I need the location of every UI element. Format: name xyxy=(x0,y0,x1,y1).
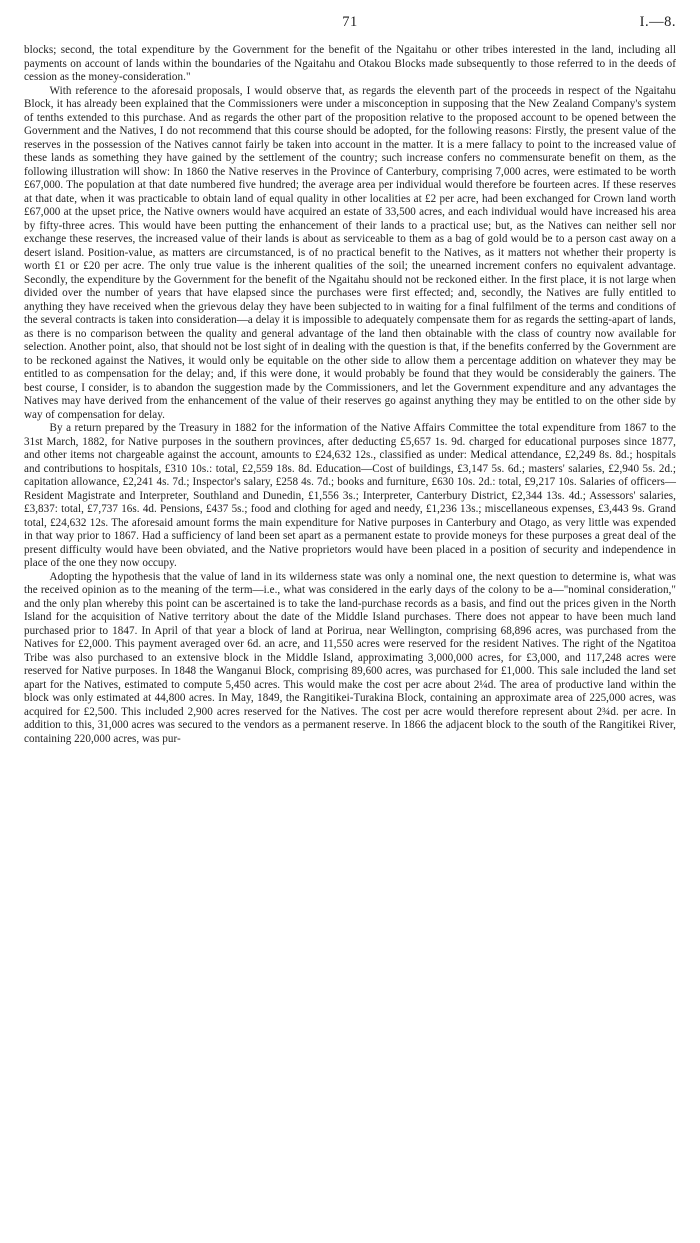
document-reference: I.—8. xyxy=(639,14,676,30)
body-text xyxy=(24,44,676,746)
page-header xyxy=(24,14,676,44)
page-number: 71 xyxy=(342,14,358,30)
paragraph-treasury-return: By a return prepared by the Treasury in 1882 for the information of the Native Affairs Committee the total expenditure from 1867 to the 31st March, 1882, for Native purposes in the southern provinces, after deducting £5,657 1s. 9d. charged for educational purposes since 1877, and other items not chargeable against the account, amounts to £24,632 12s., classified as under: Medical attendance, £2,249 8s. 8d.; hospitals and contributions to hospitals, £310 10s.: total, £2,559 18s. 8d. Education—Cost of buildings, £3,147 5s. 6d.; masters' salaries, £2,940 5s. 2d.; capitation allowance, £2,241 4s. 7d.; Inspector's salary, £258 4s. 7d.; books and furniture, £630 10s. 2d.: total, £9,217 10s. Salaries of officers—Resident Magistrate and Interpreter, Southland and Dunedin, £1,556 3s.; Interpreter, Canterbury District, £2,344 13s. 4d.; Assessors' salaries, £3,837: total, £7,737 16s. 4d. Pensions, £437 5s.; food and clothing for aged and needy, £1,236 13s.; miscellaneous expenses, £3,443 9s. Grand total, £24,632 12s. The aforesaid amount forms the main expenditure for Native purposes in Canterbury and Otago, as very little was expended in that way prior to 1867. Had a sufficiency of land been set apart as a permanent estate to provide moneys for these purposes a great deal of the present difficulty would have been obviated, and the Native proprietors would have been placed in a position of security and independence in place of the one they now occupy. xyxy=(24,422,676,569)
document-page xyxy=(24,14,676,1234)
paragraph-proposals: With reference to the aforesaid proposals, I would observe that, as regards the eleventh part of the proceeds in respect of the Ngaitahu Block, it has already been explained that the Commissioners were under a misconception in supposing that the New Zealand Company's system of tenths extended to this purchase. And as regards the other part of the proposition relative to the proposed account to be opened between the Government and the Natives, I do not recommend that this course should be adopted, for the following reasons: Firstly, the present value of the reserves in the possession of the Natives cannot fairly be taken into account in the matter. It is a mere fallacy to point to the increased value of these lands as something they have gained by the settlement of the country; such increase confers no commensurate benefit on them, as the following illustration will show: In 1860 the Native reserves in the Province of Canterbury, comprising 7,000 acres, were estimated to be worth £67,000. The population at that date numbered five hundred; the average area per individual would therefore be fourteen acres. If these reserves at that date, when it was practicable to obtain land of equal quality in other localities at £2 per acre, had been exchanged for Crown land worth £67,000 at the upset price, the Native owners would have acquired an estate of 33,500 acres, and each individual would have increased his area by fifty-three acres. This would have been putting the enhancement of their lands to a practical use; but, as the Natives can neither sell nor exchange these reserves, the increased value of their lands is about as serviceable to them as a bag of gold would be to a person cast away on a desert island. Position-value, as matters are circumstanced, is of no practical benefit to the Natives, as it matters not whether their property is worth £1 or £20 per acre. The only true value is the inherent qualities of the soil; the unearned increment confers no equivalent advantage. Secondly, the expenditure by the Government for the benefit of the Ngaitahu should not be reckoned either. In the first place, it is not large when divided over the number of years that have elapsed since the purchases were first effected; and, secondly, the Natives are fully entitled to anything they have received when the grievous delay they have been subjected to in waiting for a final fulfilment of the terms and conditions of the several contracts is taken into consideration—a delay it is impossible to adequately compensate them for as regards the setting-apart of lands, as there is no comparison between the quality and general advantage of the land then obtainable with the class of country now available for selection. Another point, also, that should not be lost sight of in dealing with the question is that, if the benefits conferred by the Government are to be reckoned against the Natives, it would only be equitable on the other side to allow them a percentage addition on whatever they may be entitled to as compensation for the delay; and, if this were done, it would probably be found that they would be considerably the gainers. The best course, I consider, is to abandon the suggestion made by the Commissioners, and let the Government expenditure and any advantages the Natives may have derived from the enhancement of the value of their reserves go against anything they may be entitled to on the other side by way of compensation for delay. xyxy=(24,84,676,421)
paragraph-continuation: blocks; second, the total expenditure by the Government for the benefit of the Ngaitahu or other tribes interested in the land, including all payments on account of lands within the boundaries of the Ngaitahu and Otakou Blocks made subsequently to those referred to in the deeds of cession as the money-consideration." xyxy=(24,44,676,83)
paragraph-nominal-consideration: Adopting the hypothesis that the value of land in its wilderness state was only a nominal one, the next question to determine is, what was the received opinion as to the meaning of the term—i.e., what was considered in the early days of the colony to be a—"nominal consideration," and the only plan whereby this point can be ascertained is to take the land-purchase records as a basis, and find out the prices given in the North Island for the acquisition of Native territory about the date of the Middle Island purchases. There does not appear to have been much land purchased prior to 1847. In April of that year a block of land at Porirua, near Wellington, comprising 68,896 acres, was purchased from the Natives for £2,000. This payment averaged over 6d. an acre, and 11,550 acres were reserved for the resident Natives. The right of the Ngatitoa Tribe was also purchased to an extensive block in the Middle Island, approximating 3,000,000 acres, for £3,000, and 117,248 acres were reserved for Native purposes. In 1848 the Wanganui Block, comprising 89,600 acres, was purchased for £1,000. This sale included the land set apart for the Natives, estimated to compute 5,450 acres. This would make the cost per acre about 2¼d. The area of productive land within the block was only estimated at 44,800 acres. In May, 1849, the Rangitikei-Turakina Block, containing an approximate area of 225,000 acres, was acquired for £2,500. This included 2,900 acres reserved for the Natives. The cost per acre would therefore represent about 2¾d. per acre. In addition to this, 31,000 acres was secured to the vendors as a permanent reserve. In 1866 the adjacent block to the south of the Rangitikei River, containing 220,000 acres, was pur- xyxy=(24,570,676,745)
